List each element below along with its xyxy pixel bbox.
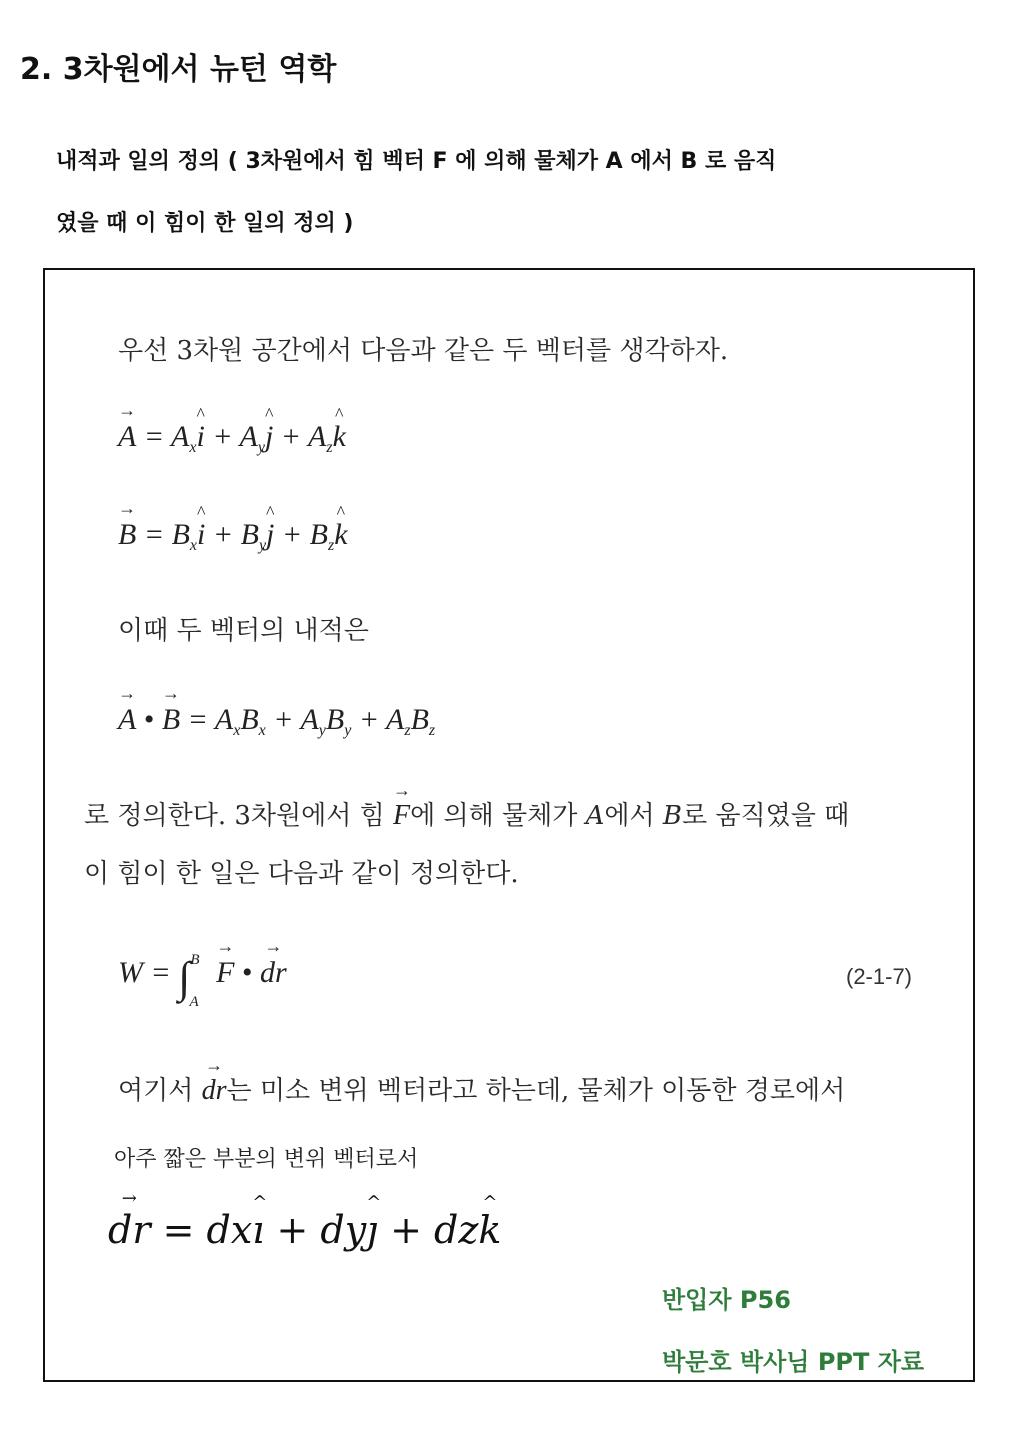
intro-line-1: 내적과 일의 정의 ( 3차원에서 힘 벡터 F 에 의해 물체가 A 에서 B 로 음직 [56,149,777,174]
unit-vector-j: ^ j [265,420,273,454]
displacement-vector-equation: → dr = dx^ ı + dy^ ȷ + dz^ k [108,1208,501,1252]
integral-sign: ∫ [178,953,191,1002]
page-title: 2. 3차원에서 뉴턴 역학 [20,52,337,87]
unit-vector-i: ^ i [196,420,204,454]
vector-b-symbol: → B [118,518,136,552]
intro-line-2: 였을 때 이 힘이 한 일의 정의 ) [56,211,354,236]
book-paragraph-3a: 로 정의한다. 3차원에서 힘 → F에 의해 물체가 A에서 B로 움직였을 때 [84,795,849,832]
note-paragraph: 아주 짧은 부분의 변위 벡터로서 [114,1147,419,1172]
credit-source: 반입자 P56 [662,1286,791,1314]
equation-number: (2-1-7) [846,964,913,989]
vector-b-equation: → $B = B_x\^{}$ $i + B_y\^{}$ $j + B_z\^{}$ k [118,518,348,555]
book-paragraph-2: 이때 두 벡터의 내적은 [118,616,369,646]
book-paragraph-1: 우선 3차원 공간에서 다음과 같은 두 벡터를 생각하자. [118,336,729,366]
vector-a-symbol: → A [118,420,136,454]
book-paragraph-3b: 이 힘이 한 일은 다음과 같이 정의한다. [84,859,519,889]
dot-product-equation: → A • → $B = A_xB_x + A_yB_y + A_zB_z$ [118,703,435,740]
vector-a-equation: → $A = A_x\^{}$ $i + A_y\^{}$ $j + A_z\^{}$ k [118,420,346,457]
unit-vector-k: ^ k [333,420,346,454]
book-paragraph-4: 여기서 → dr는 미소 변위 벡터라고 하는데, 물체가 이동한 경로에서 [118,1070,845,1107]
work-integral-equation: W = ∫$^B_A$ → F • → dr [118,952,287,1003]
integral-lower-limit: A [189,994,199,1010]
credit-author: 박문호 박사님 PPT 자료 [662,1348,925,1376]
integral-upper-limit: B [190,952,200,968]
